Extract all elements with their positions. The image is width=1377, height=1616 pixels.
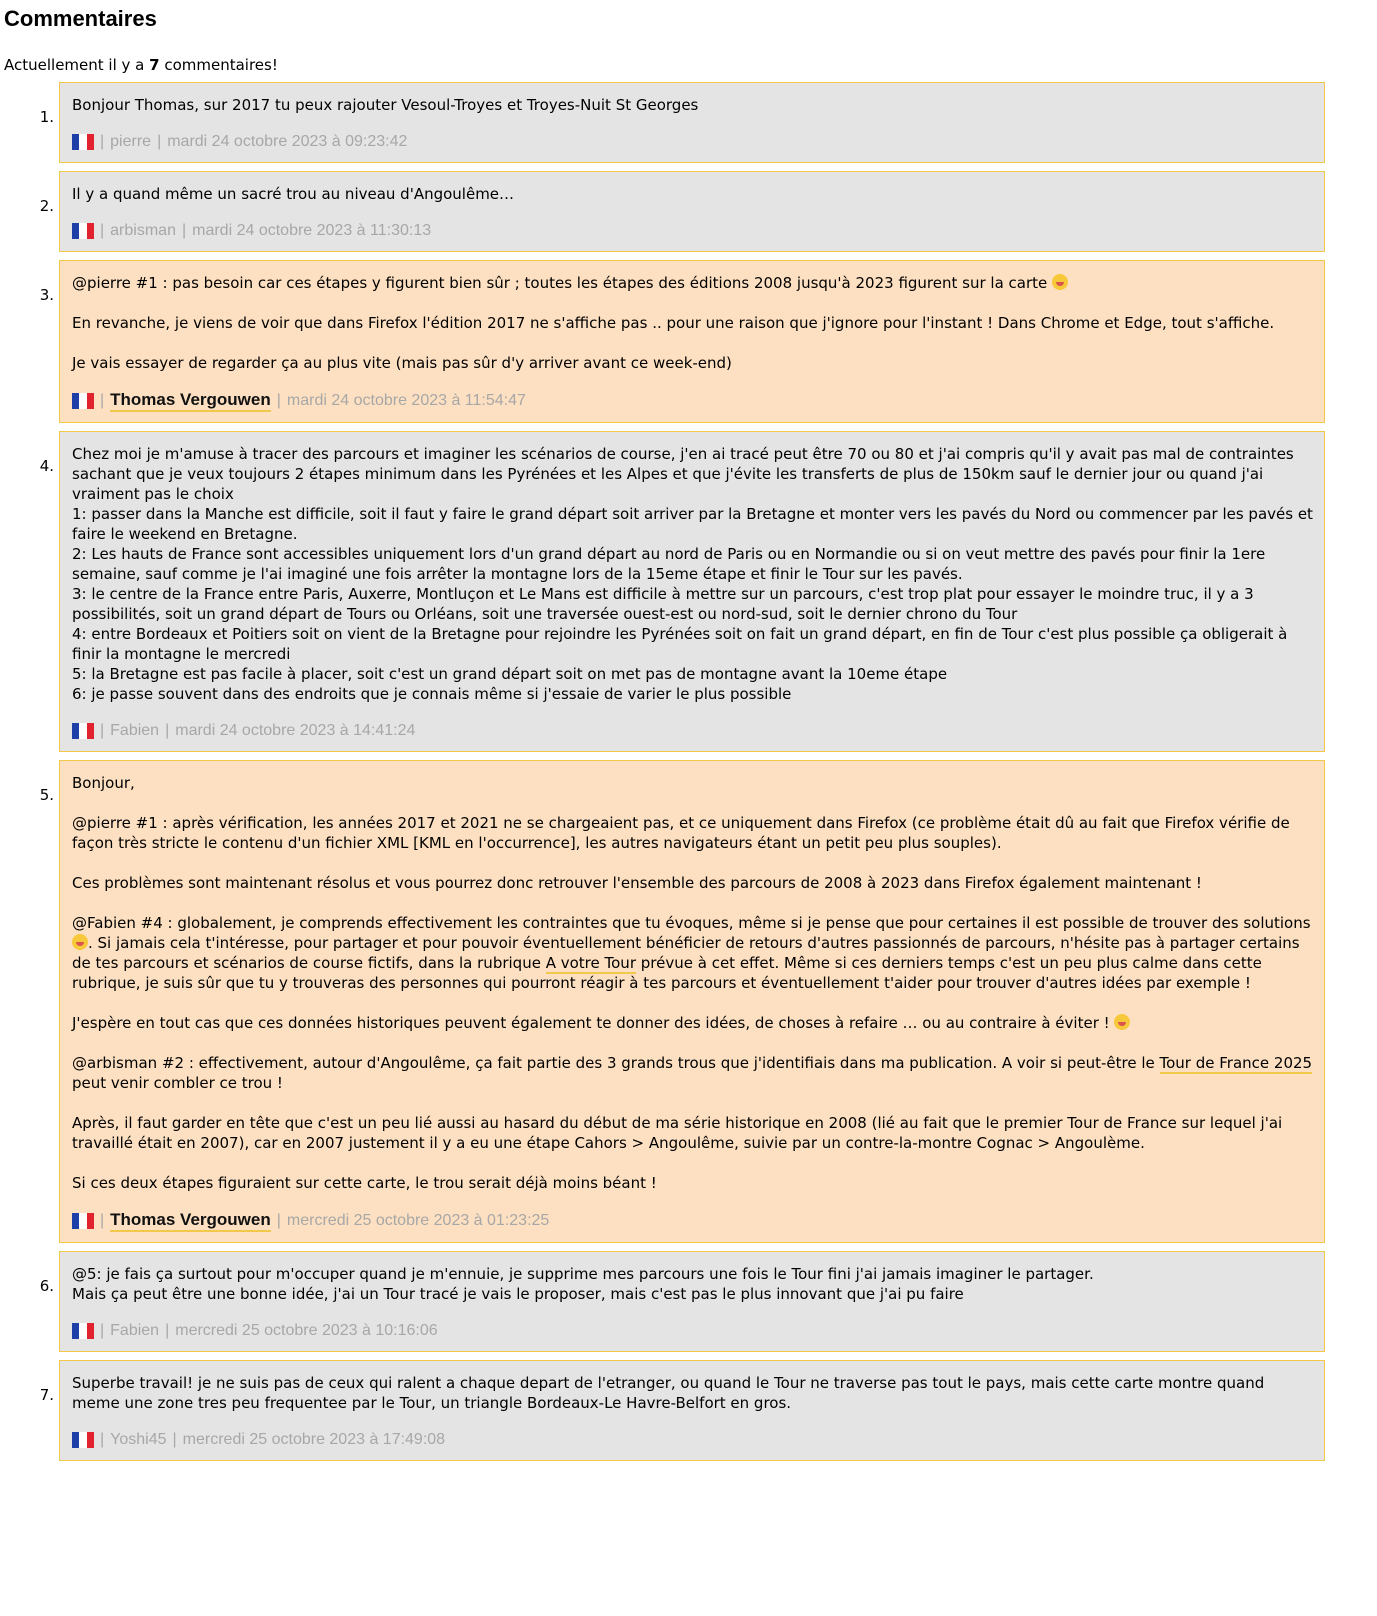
comment-author-link[interactable]: Thomas Vergouwen (110, 390, 271, 412)
meta-separator: | (100, 1431, 105, 1448)
comment-text: Il y a quand même un sacré trou au niveau d'Angoulême… (72, 185, 515, 203)
meta-separator: | (276, 1212, 281, 1229)
comment-date: mercredi 25 octobre 2023 à 17:49:08 (182, 1431, 446, 1448)
comment-number: 4. (39, 457, 54, 475)
meta-separator: | (165, 722, 170, 739)
meta-separator: | (100, 133, 105, 150)
meta-separator: | (100, 1322, 105, 1339)
comment-author-link[interactable]: Thomas Vergouwen (110, 1210, 271, 1232)
comment-list (4, 82, 1373, 1461)
france-flag-icon (72, 134, 94, 150)
meta-separator: | (100, 392, 105, 409)
comment-meta (72, 721, 1316, 741)
comment-number: 1. (39, 108, 54, 126)
france-flag-icon (72, 393, 94, 409)
france-flag-icon (72, 1213, 94, 1229)
comment-author: Yoshi45 (110, 1431, 167, 1448)
comment-item (39, 1251, 1325, 1352)
comment-text: Après, il faut garder en tête que c'est un peu lié aussi au hasard du début de ma série historique en 2008 (lié au fait que le premier Tour de France sur lequel j'ai travaillé était en 2007), car en 2007 justement il y a eu une étape Cahors > Angoulême, suivie par un contre-la-montre Cognac > Angoulème. (72, 1114, 1283, 1152)
comment-date: mercredi 25 octobre 2023 à 10:16:06 (175, 1322, 438, 1339)
comment-body (72, 1264, 1316, 1304)
comment-count-number: 7 (149, 56, 160, 74)
comment-text: Bonjour Thomas, sur 2017 tu peux rajouter Vesoul-Troyes et Troyes-Nuit St Georges (72, 96, 699, 114)
comment-text: @pierre #1 : après vérification, les années 2017 et 2021 ne se chargeaient pas, et ce uniquement dans Firefox (ce problème était dû au fait que Firefox vérifie de façon très stricte le contenu d'un fichier XML [KML en l'occurrence], les autres navigateurs étant un petit peu plus souples). (72, 814, 1290, 852)
comment-author: pierre (110, 133, 152, 150)
comment-number: 2. (39, 197, 54, 215)
comment-meta (72, 1210, 1316, 1232)
wink-emoji-icon (1114, 1014, 1130, 1030)
section-title: Commentaires (4, 6, 157, 31)
meta-separator: | (181, 222, 187, 239)
comment-count: Actuellement il y a 7 commentaires! (4, 56, 278, 74)
comment-body (72, 273, 1316, 373)
comment-date: mardi 24 octobre 2023 à 09:23:42 (167, 133, 408, 150)
meta-separator: | (165, 1322, 170, 1339)
comment-date: mercredi 25 octobre 2023 à 01:23:25 (286, 1212, 550, 1229)
comment-text: @pierre #1 : pas besoin car ces étapes y figurent bien sûr ; toutes les étapes des éditions 2008 jusqu'à 2023 figurent sur la carte (72, 273, 1316, 293)
comment-item (39, 1360, 1325, 1461)
comment-meta (72, 221, 1316, 241)
meta-separator: | (172, 1431, 177, 1448)
comment-text: J'espère en tout cas que ces données historiques peuvent également te donner des idées, de choses à refaire … ou au contraire à éviter ! (72, 1013, 1316, 1033)
comment-date: mardi 24 octobre 2023 à 11:54:47 (286, 392, 526, 409)
meta-separator: | (276, 392, 281, 409)
comment-item (39, 82, 1325, 163)
comment-text: Bonjour, (72, 774, 135, 792)
comment-meta (72, 390, 1316, 412)
comment-text: Chez moi je m'amuse à tracer des parcours et imaginer les scénarios de course, j'en ai tracé peut être 70 ou 80 et j'ai compris qu'il y avait pas mal de contraintes sachant que je veux toujours 2 étapes minimum dans les Pyrénées et les Alpes et que j'évite les transferts de plus de 150km sauf le dernier jour ou quand j'ai vraiment pas le choix 1: passer dans la Manche est difficile, soit il faut y faire le grand départ soit arriver par la Bretagne et monter vers les pavés du Nord ou commencer par les pavés et faire le weekend en Bretagne. 2: Les hauts de France sont accessibles uniquement lors d'un grand départ au nord de Paris ou en Normandie ou si on veut mettre des pavés pour finir la 1ere semaine, sauf comme je l'ai imaginé une fois arrêter la montagne lors de la 15eme étape et finir le Tour sur les pavés. 3: le centre de la France entre Paris, Auxerre, Montluçon et Le Mans est difficile à mettre sur un parcours, c'est trop plat pour essayer le moindre truc, il y a 3 possibilités, soit un grand départ de Tours ou Orléans, soit une traversée ouest-est ou nord-sud, soit le dernier chrono du Tour 4: entre Bordeaux et Poitiers soit on vient de la Bretagne pour rejoindre les Pyrénées soit on fait un grand départ, en fin de Tour c'est plus possible ça obligerait à finir la montagne le mercredi 5: la Bretagne est pas facile à placer, soit c'est un grand départ soit on met pas de montagne avant la 10eme étape 6: je passe souvent dans des endroits que je connais même si j'essaie de varier le plus possible (72, 445, 1313, 703)
comment-meta (72, 1430, 1316, 1450)
comment-text: Ces problèmes sont maintenant résolus et vous pourrez donc retrouver l'ensemble des parcours de 2008 à 2023 dans Firefox également maintenant ! (72, 874, 1202, 892)
comment-author: arbisman (110, 222, 176, 239)
comment-text: Superbe travail! je ne suis pas de ceux qui ralent a chaque depart de l'etranger, ou quand le Tour ne traverse pas tout le pays, mais cette carte montre quand meme une zone tres peu frequentee par le Tour, un triangle Bordeaux-Le Havre-Belfort en gros. (72, 1374, 1265, 1412)
comment-date: mardi 24 octobre 2023 à 11:30:13 (192, 222, 432, 239)
comment-item (39, 760, 1325, 1243)
meta-separator: | (100, 722, 105, 739)
meta-separator: | (157, 133, 162, 150)
comment-body (72, 184, 1316, 204)
comment-number: 5. (39, 786, 54, 804)
comment-body (72, 773, 1316, 1193)
meta-separator: | (100, 1212, 105, 1229)
comment-item (39, 260, 1325, 423)
comment-text: Je vais essayer de regarder ça au plus vite (mais pas sûr d'y arriver avant ce week-end) (72, 354, 732, 372)
comment-date: mardi 24 octobre 2023 à 14:41:24 (175, 722, 416, 739)
comment-number: 3. (39, 286, 54, 304)
comment-body (72, 95, 1316, 115)
comment-text: En revanche, je viens de voir que dans Firefox l'édition 2017 ne s'affiche pas .. pour une raison que j'ignore pour l'instant ! Dans Chrome et Edge, tout s'affiche. (72, 314, 1275, 332)
comment-author: Fabien (110, 722, 160, 739)
tongue-emoji-icon (72, 934, 88, 950)
france-flag-icon (72, 223, 94, 239)
comment-text: @5: je fais ça surtout pour m'occuper quand je m'ennuie, je supprime mes parcours une fois le Tour fini j'ai jamais imaginer le partager. Mais ça peut être une bonne idée, j'ai un Tour tracé je vais le proposer, mais c'est pas le plus innovant que j'ai pu faire (72, 1265, 1094, 1303)
comment-author: Fabien (110, 1322, 160, 1339)
comment-text: @Fabien #4 : globalement, je comprends effectivement les contraintes que tu évoques, même si je pense que pour certaines il est possible de trouver des solutions . Si jamais cela t'intéresse, pour partager et pour pouvoir éventuellement bénéficier de retours d'autres passionnés de parcours, n'hésite pas à partager certains de tes parcours et scénarios de course fictifs, dans la rubrique A votre Tour prévue à cet effet. Même si ces derniers temps c'est un peu plus calme dans cette rubrique, je suis sûr que tu y trouveras des personnes qui pourront réagir à tes parcours et éventuellement t'aider pour trouver d'autres idées par exemple ! (72, 914, 1311, 992)
france-flag-icon (72, 1432, 94, 1448)
france-flag-icon (72, 723, 94, 739)
a-votre-tour-link[interactable]: A votre Tour (545, 954, 636, 972)
comment-number: 6. (39, 1277, 54, 1295)
comment-meta (72, 1321, 1316, 1341)
comment-text: @arbisman #2 : effectivement, autour d'Angoulême, ça fait partie des 3 grands trous que j'identifiais dans ma publication. A voir si peut-être le Tour de France 2025 peut venir combler ce trou ! (72, 1054, 1313, 1092)
comment-item (39, 431, 1325, 752)
tongue-emoji-icon (1052, 274, 1068, 290)
comment-text: Si ces deux étapes figuraient sur cette carte, le trou serait déjà moins béant ! (72, 1174, 657, 1192)
france-flag-icon (72, 1323, 94, 1339)
meta-separator: | (100, 222, 105, 239)
comment-body (72, 444, 1316, 704)
tour-de-france-2025-link[interactable]: Tour de France 2025 (1159, 1054, 1313, 1072)
comment-body (72, 1373, 1316, 1413)
comment-item (39, 171, 1325, 252)
comment-meta (72, 132, 1316, 152)
comment-number: 7. (39, 1386, 54, 1404)
